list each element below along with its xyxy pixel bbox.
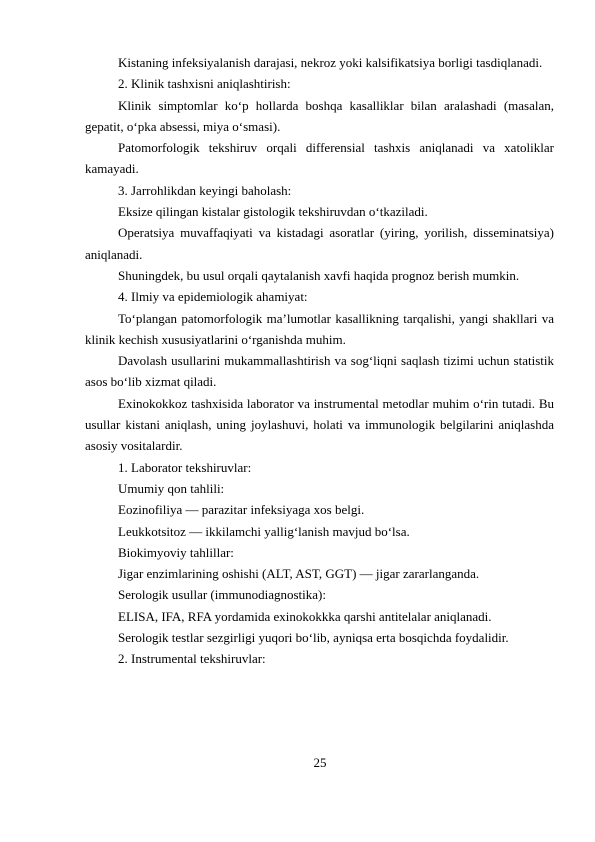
paragraph-17: Biokimyoviy tahlillar: (118, 544, 234, 560)
paragraph-19: Serologik usullar (immunodiagnostika): (118, 587, 326, 603)
page-content (85, 52, 554, 670)
paragraph-13: 1. Laborator tekshiruvlar: (118, 459, 252, 475)
paragraph-16: Leukkotsitoz — ikkilamchi yallig‘lanish mavjud bo‘lsa. (118, 523, 410, 539)
paragraph-15: Eozinofiliya — parazitar infeksiyaga xos belgi. (118, 502, 365, 518)
paragraph-18: Jigar enzimlarining oshishi (ALT, AST, GGT) — jigar zararlanganda. (118, 566, 480, 582)
paragraph-20: ELISA, IFA, RFA yordamida exinokokkka qarshi antitelalar aniqlanadi. (118, 608, 492, 624)
paragraph-1: Kistaning infeksiyalanish darajasi, nekroz yoki kalsifikatsiya borligi tasdiqlanadi. (118, 55, 543, 70)
page-number: 25 (313, 755, 327, 770)
paragraph-12: Exinokokkoz tashxisida laborator va instrumental metodlar muhim o‘rin tutadi. Bu usullar kistani aniqlash, uning joylashuvi, holati va immunologik belgilarini aniqlashda asosiy vositalardir. (85, 395, 554, 454)
paragraph-2: 2. Klinik tashxisni aniqlashtirish: (118, 76, 291, 92)
paragraph-5: 3. Jarrohlikdan keyingi baholash: (118, 182, 292, 198)
paragraph-4: Patomorfologik tekshiruv orqali differensial tashxis aniqlanadi va xatoliklar kamayadi. (85, 140, 554, 177)
paragraph-3: Klinik simptomlar ko‘p hollarda boshqa kasalliklar bilan aralashadi (masalan, gepatit, o‘pka absessi, miya o‘smasi). (85, 97, 554, 134)
paragraph-7: Operatsiya muvaffaqiyati va kistadagi asoratlar (yiring, yorilish, disseminatsiya) aniqlanadi. (85, 225, 554, 262)
paragraph-21: Serologik testlar sezgirligi yuqori bo‘lib, ayniqsa erta bosqichda foydalidir. (118, 630, 509, 646)
paragraph-14: Umumiy qon tahlili: (118, 480, 225, 496)
paragraph-8: Shuningdek, bu usul orqali qaytalanish xavfi haqida prognoz berish mumkin. (118, 267, 520, 283)
paragraph-6: Eksize qilingan kistalar gistologik tekshiruvdan o‘tkaziladi. (118, 204, 428, 220)
paragraph-9: 4. Ilmiy va epidemiologik ahamiyat: (118, 289, 308, 305)
paragraph-22: 2. Instrumental tekshiruvlar: (118, 651, 266, 667)
paragraph-10: To‘plangan patomorfologik ma’lumotlar kasallikning tarqalishi, yangi shakllari va klinik kechish xususiyatlarini o‘rganishda muhim. (85, 310, 554, 347)
paragraph-11: Davolash usullarini mukammallashtirish va sog‘liqni saqlash tizimi uchun statistik asos bo‘lib xizmat qiladi. (85, 353, 554, 390)
